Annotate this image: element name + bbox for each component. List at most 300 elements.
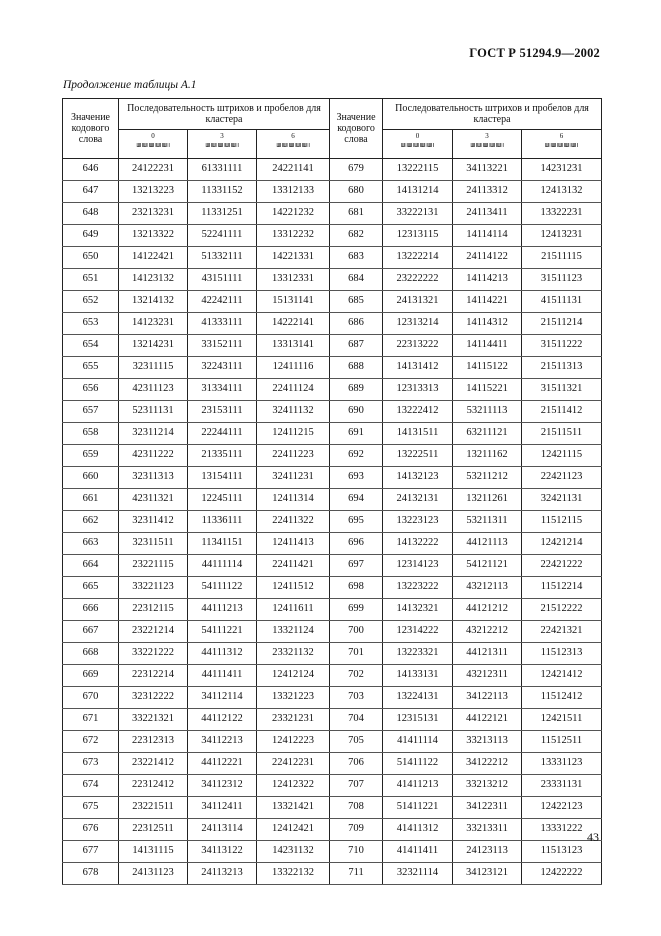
table-row bbox=[63, 291, 602, 313]
cluster-3-sequence: 44111312 bbox=[188, 643, 257, 665]
codeword-value: 652 bbox=[63, 291, 119, 313]
cluster-0-sequence: 14131115 bbox=[119, 841, 188, 863]
cluster-0-sequence: 24122231 bbox=[119, 159, 188, 181]
table-row bbox=[63, 775, 602, 797]
cluster-6-sequence: 32411231 bbox=[257, 467, 330, 489]
cluster-0-sequence: 13213322 bbox=[119, 225, 188, 247]
cluster-3-sequence: 14114213 bbox=[453, 269, 522, 291]
cluster-0-sequence: 41411312 bbox=[383, 819, 453, 841]
cluster-3-sequence: 63211121 bbox=[453, 423, 522, 445]
codeword-value: 694 bbox=[330, 489, 383, 511]
sequence-header-right: Последовательность штрихов и пробелов для кластера bbox=[383, 99, 602, 130]
cluster-0-sequence: 13222214 bbox=[383, 247, 453, 269]
codeword-value: 648 bbox=[63, 203, 119, 225]
cluster-0-sequence: 13222115 bbox=[383, 159, 453, 181]
cluster-6-sequence: 23321231 bbox=[257, 709, 330, 731]
cluster-3-sequence: 43151111 bbox=[188, 269, 257, 291]
cluster-0-sequence: 12314222 bbox=[383, 621, 453, 643]
bar-space-pattern: ШПШПШПШПШП bbox=[136, 143, 170, 149]
cluster-3-sequence: 31334111 bbox=[188, 379, 257, 401]
cluster-3-sequence: 14114114 bbox=[453, 225, 522, 247]
cluster-0-sequence: 32321114 bbox=[383, 863, 453, 885]
cluster-6-header-left bbox=[257, 130, 330, 159]
cluster-0-sequence: 42311123 bbox=[119, 379, 188, 401]
table-row bbox=[63, 533, 602, 555]
cluster-0-sequence: 13224131 bbox=[383, 687, 453, 709]
cluster-3-sequence: 33152111 bbox=[188, 335, 257, 357]
cluster-3-sequence: 24123113 bbox=[453, 841, 522, 863]
cluster-0-sequence: 14131214 bbox=[383, 181, 453, 203]
codeword-value: 697 bbox=[330, 555, 383, 577]
cluster-3-sequence: 22244111 bbox=[188, 423, 257, 445]
cluster-6-sequence: 13322132 bbox=[257, 863, 330, 885]
table-row bbox=[63, 313, 602, 335]
codeword-value: 700 bbox=[330, 621, 383, 643]
bar-space-pattern: ШПШПШПШПШП bbox=[544, 143, 579, 149]
cluster-6-sequence: 14222141 bbox=[257, 313, 330, 335]
cluster-6-sequence: 21511313 bbox=[522, 357, 602, 379]
sequence-header-left: Последовательность штрихов и пробелов для кластера bbox=[119, 99, 330, 130]
cluster-0-sequence: 23221214 bbox=[119, 621, 188, 643]
codeword-value: 710 bbox=[330, 841, 383, 863]
codeword-table bbox=[62, 98, 602, 885]
cluster-3-sequence: 34112213 bbox=[188, 731, 257, 753]
cluster-6-sequence: 22411322 bbox=[257, 511, 330, 533]
cluster-6-sequence: 21511511 bbox=[522, 423, 602, 445]
codeword-value: 702 bbox=[330, 665, 383, 687]
codeword-value: 689 bbox=[330, 379, 383, 401]
cluster-3-sequence: 13211261 bbox=[453, 489, 522, 511]
codeword-value: 679 bbox=[330, 159, 383, 181]
codeword-value: 687 bbox=[330, 335, 383, 357]
codeword-value: 705 bbox=[330, 731, 383, 753]
cluster-6-sequence: 12411116 bbox=[257, 357, 330, 379]
cluster-3-sequence: 33213212 bbox=[453, 775, 522, 797]
cluster-3-sequence: 44111114 bbox=[188, 555, 257, 577]
cluster-0-sequence: 13222511 bbox=[383, 445, 453, 467]
cluster-3-sequence: 34112411 bbox=[188, 797, 257, 819]
table-row bbox=[63, 687, 602, 709]
cluster-3-sequence: 14115221 bbox=[453, 379, 522, 401]
cluster-6-sequence: 31511123 bbox=[522, 269, 602, 291]
codeword-value: 655 bbox=[63, 357, 119, 379]
bar-space-pattern: ШПШПШПШПШП bbox=[276, 143, 310, 149]
codeword-value: 661 bbox=[63, 489, 119, 511]
table-row bbox=[63, 445, 602, 467]
codeword-value: 688 bbox=[330, 357, 383, 379]
cluster-3-sequence: 53211113 bbox=[453, 401, 522, 423]
cluster-3-sequence: 43212212 bbox=[453, 621, 522, 643]
cluster-0-sequence: 52311131 bbox=[119, 401, 188, 423]
cluster-6-sequence: 32421131 bbox=[522, 489, 602, 511]
cluster-0-sequence: 32311313 bbox=[119, 467, 188, 489]
cluster-3-sequence: 44111213 bbox=[188, 599, 257, 621]
cluster-6-sequence: 13313141 bbox=[257, 335, 330, 357]
cluster-0-sequence: 24131321 bbox=[383, 291, 453, 313]
cluster-6-sequence: 11512214 bbox=[522, 577, 602, 599]
table-row bbox=[63, 555, 602, 577]
table-row bbox=[63, 181, 602, 203]
cluster-6-sequence: 22411421 bbox=[257, 555, 330, 577]
codeword-value: 657 bbox=[63, 401, 119, 423]
cluster-6-sequence: 13321124 bbox=[257, 621, 330, 643]
cluster-6-sequence: 12412322 bbox=[257, 775, 330, 797]
table-row bbox=[63, 203, 602, 225]
cluster-0-sequence: 13214132 bbox=[119, 291, 188, 313]
cluster-3-sequence: 24113213 bbox=[188, 863, 257, 885]
cluster-0-sequence: 22312115 bbox=[119, 599, 188, 621]
codeword-value: 665 bbox=[63, 577, 119, 599]
table-row bbox=[63, 269, 602, 291]
cluster-3-sequence: 24113411 bbox=[453, 203, 522, 225]
cluster-0-sequence: 12314123 bbox=[383, 555, 453, 577]
cluster-6-sequence: 12411611 bbox=[257, 599, 330, 621]
cluster-6-sequence: 21511412 bbox=[522, 401, 602, 423]
codeword-value: 670 bbox=[63, 687, 119, 709]
codeword-value: 711 bbox=[330, 863, 383, 885]
cluster-6-sequence: 14221232 bbox=[257, 203, 330, 225]
cluster-6-sequence: 22421222 bbox=[522, 555, 602, 577]
cluster-3-sequence: 34112312 bbox=[188, 775, 257, 797]
cluster-0-sequence: 14133131 bbox=[383, 665, 453, 687]
codeword-value: 675 bbox=[63, 797, 119, 819]
table-row bbox=[63, 863, 602, 885]
cluster-3-sequence: 13154111 bbox=[188, 467, 257, 489]
codeword-value: 681 bbox=[330, 203, 383, 225]
cluster-3-sequence: 33213311 bbox=[453, 819, 522, 841]
cluster-6-sequence: 14231231 bbox=[522, 159, 602, 181]
codeword-value: 668 bbox=[63, 643, 119, 665]
cluster-number: 3 bbox=[485, 132, 489, 140]
cluster-6-sequence: 13312133 bbox=[257, 181, 330, 203]
cluster-0-sequence: 14122421 bbox=[119, 247, 188, 269]
cluster-6-sequence: 22411223 bbox=[257, 445, 330, 467]
bar-space-pattern: ШПШПШПШПШП bbox=[205, 143, 239, 149]
cluster-number: 3 bbox=[220, 132, 224, 140]
cluster-0-sequence: 14132222 bbox=[383, 533, 453, 555]
cluster-3-sequence: 44122121 bbox=[453, 709, 522, 731]
cluster-6-sequence: 21512222 bbox=[522, 599, 602, 621]
codeword-value: 676 bbox=[63, 819, 119, 841]
cluster-3-sequence: 53211212 bbox=[453, 467, 522, 489]
codeword-value: 706 bbox=[330, 753, 383, 775]
cluster-6-sequence: 13312232 bbox=[257, 225, 330, 247]
cluster-3-sequence: 44121212 bbox=[453, 599, 522, 621]
cluster-6-sequence: 21511214 bbox=[522, 313, 602, 335]
codeword-value: 680 bbox=[330, 181, 383, 203]
cluster-0-sequence: 51411221 bbox=[383, 797, 453, 819]
cluster-0-sequence: 13213223 bbox=[119, 181, 188, 203]
cluster-3-sequence: 54111122 bbox=[188, 577, 257, 599]
cluster-3-sequence: 14114411 bbox=[453, 335, 522, 357]
cluster-3-sequence: 24113114 bbox=[188, 819, 257, 841]
cluster-0-sequence: 12313313 bbox=[383, 379, 453, 401]
cluster-6-sequence: 22421321 bbox=[522, 621, 602, 643]
cluster-3-sequence: 44121113 bbox=[453, 533, 522, 555]
cluster-6-sequence: 12411215 bbox=[257, 423, 330, 445]
cluster-6-sequence: 12422123 bbox=[522, 797, 602, 819]
table-row bbox=[63, 709, 602, 731]
codeword-value: 709 bbox=[330, 819, 383, 841]
codeword-value: 704 bbox=[330, 709, 383, 731]
cluster-0-sequence: 32311511 bbox=[119, 533, 188, 555]
cluster-6-sequence: 22411124 bbox=[257, 379, 330, 401]
cluster-6-sequence: 12422222 bbox=[522, 863, 602, 885]
cluster-3-sequence: 23153111 bbox=[188, 401, 257, 423]
codeword-value: 660 bbox=[63, 467, 119, 489]
cluster-0-sequence: 23221511 bbox=[119, 797, 188, 819]
cluster-6-sequence: 24221141 bbox=[257, 159, 330, 181]
codeword-value: 659 bbox=[63, 445, 119, 467]
codeword-value: 690 bbox=[330, 401, 383, 423]
cluster-0-sequence: 12315131 bbox=[383, 709, 453, 731]
cluster-0-sequence: 33221222 bbox=[119, 643, 188, 665]
cluster-0-sequence: 51411122 bbox=[383, 753, 453, 775]
cluster-6-sequence: 12411512 bbox=[257, 577, 330, 599]
codeword-value: 656 bbox=[63, 379, 119, 401]
cluster-6-sequence: 12421214 bbox=[522, 533, 602, 555]
cluster-6-sequence: 32411132 bbox=[257, 401, 330, 423]
cluster-0-sequence: 12313115 bbox=[383, 225, 453, 247]
cluster-6-sequence: 12412223 bbox=[257, 731, 330, 753]
cluster-6-sequence: 13321421 bbox=[257, 797, 330, 819]
table-row bbox=[63, 225, 602, 247]
table-row bbox=[63, 511, 602, 533]
cluster-3-sequence: 43212311 bbox=[453, 665, 522, 687]
cluster-3-sequence: 11336111 bbox=[188, 511, 257, 533]
cluster-3-sequence: 14114312 bbox=[453, 313, 522, 335]
codeword-value: 662 bbox=[63, 511, 119, 533]
bar-space-pattern: ШПШПШПШПШП bbox=[400, 143, 435, 149]
cluster-0-sequence: 13214231 bbox=[119, 335, 188, 357]
cluster-6-sequence: 23321132 bbox=[257, 643, 330, 665]
cluster-3-sequence: 11341151 bbox=[188, 533, 257, 555]
codeword-value: 663 bbox=[63, 533, 119, 555]
table-row bbox=[63, 467, 602, 489]
cluster-3-sequence: 44121311 bbox=[453, 643, 522, 665]
codeword-value: 707 bbox=[330, 775, 383, 797]
page-number: 43 bbox=[587, 830, 599, 844]
codeword-value: 677 bbox=[63, 841, 119, 863]
table-row bbox=[63, 247, 602, 269]
table-caption: Продолжение таблицы А.1 bbox=[63, 79, 197, 91]
cluster-6-sequence: 15131141 bbox=[257, 291, 330, 313]
cluster-6-sequence: 31511321 bbox=[522, 379, 602, 401]
cluster-6-sequence: 12413132 bbox=[522, 181, 602, 203]
cluster-0-sequence: 32312222 bbox=[119, 687, 188, 709]
table-row bbox=[63, 665, 602, 687]
table-body bbox=[63, 159, 602, 885]
cluster-0-sequence: 22312313 bbox=[119, 731, 188, 753]
cluster-0-sequence: 33221321 bbox=[119, 709, 188, 731]
cluster-3-header-left bbox=[188, 130, 257, 159]
codeword-value: 693 bbox=[330, 467, 383, 489]
cluster-0-sequence: 33221123 bbox=[119, 577, 188, 599]
codeword-value: 667 bbox=[63, 621, 119, 643]
cluster-0-sequence: 13223123 bbox=[383, 511, 453, 533]
cluster-3-sequence: 12245111 bbox=[188, 489, 257, 511]
codeword-value: 695 bbox=[330, 511, 383, 533]
cluster-6-sequence: 12411413 bbox=[257, 533, 330, 555]
table-row bbox=[63, 489, 602, 511]
cluster-3-sequence: 52241111 bbox=[188, 225, 257, 247]
codeword-value: 653 bbox=[63, 313, 119, 335]
cluster-number: 6 bbox=[291, 132, 295, 140]
cluster-6-sequence: 14221331 bbox=[257, 247, 330, 269]
cluster-0-sequence: 41411114 bbox=[383, 731, 453, 753]
cluster-3-sequence: 14115122 bbox=[453, 357, 522, 379]
codeword-value: 674 bbox=[63, 775, 119, 797]
cluster-3-header-right bbox=[453, 130, 522, 159]
cluster-6-sequence: 12421115 bbox=[522, 445, 602, 467]
cluster-3-sequence: 53211311 bbox=[453, 511, 522, 533]
cluster-3-sequence: 24114122 bbox=[453, 247, 522, 269]
table-row bbox=[63, 159, 602, 181]
cluster-number: 0 bbox=[151, 132, 155, 140]
cluster-0-sequence: 42311222 bbox=[119, 445, 188, 467]
cluster-3-sequence: 44112221 bbox=[188, 753, 257, 775]
cluster-0-header-right bbox=[383, 130, 453, 159]
cluster-0-sequence: 14123132 bbox=[119, 269, 188, 291]
table-row bbox=[63, 643, 602, 665]
cluster-0-sequence: 33222131 bbox=[383, 203, 453, 225]
cluster-3-sequence: 44112122 bbox=[188, 709, 257, 731]
cluster-0-sequence: 14132321 bbox=[383, 599, 453, 621]
table-row bbox=[63, 599, 602, 621]
cluster-6-sequence: 12421511 bbox=[522, 709, 602, 731]
cluster-3-sequence: 34123121 bbox=[453, 863, 522, 885]
cluster-6-sequence: 11512511 bbox=[522, 731, 602, 753]
cluster-6-sequence: 13312331 bbox=[257, 269, 330, 291]
codeword-value: 666 bbox=[63, 599, 119, 621]
cluster-0-sequence: 32311115 bbox=[119, 357, 188, 379]
cluster-6-sequence: 22421123 bbox=[522, 467, 602, 489]
cluster-0-sequence: 41411213 bbox=[383, 775, 453, 797]
cluster-6-sequence: 11512313 bbox=[522, 643, 602, 665]
cluster-6-sequence: 13331123 bbox=[522, 753, 602, 775]
cluster-6-sequence: 31511222 bbox=[522, 335, 602, 357]
table-row bbox=[63, 621, 602, 643]
table-row bbox=[63, 841, 602, 863]
cluster-3-sequence: 14114221 bbox=[453, 291, 522, 313]
cluster-0-sequence: 14131511 bbox=[383, 423, 453, 445]
cluster-3-sequence: 54121121 bbox=[453, 555, 522, 577]
cluster-3-sequence: 34113221 bbox=[453, 159, 522, 181]
table-row bbox=[63, 357, 602, 379]
cluster-0-sequence: 22312214 bbox=[119, 665, 188, 687]
cluster-0-sequence: 13223321 bbox=[383, 643, 453, 665]
cluster-0-sequence: 22313222 bbox=[383, 335, 453, 357]
cluster-3-sequence: 11331251 bbox=[188, 203, 257, 225]
cluster-6-sequence: 11513123 bbox=[522, 841, 602, 863]
codeword-value: 708 bbox=[330, 797, 383, 819]
cluster-0-sequence: 12313214 bbox=[383, 313, 453, 335]
table-row bbox=[63, 819, 602, 841]
cluster-0-sequence: 13223222 bbox=[383, 577, 453, 599]
cluster-3-sequence: 32243111 bbox=[188, 357, 257, 379]
cluster-3-sequence: 21335111 bbox=[188, 445, 257, 467]
codeword-value: 682 bbox=[330, 225, 383, 247]
value-column-header-right: Значение кодового слова bbox=[330, 99, 383, 159]
cluster-3-sequence: 34122311 bbox=[453, 797, 522, 819]
cluster-0-sequence: 22312511 bbox=[119, 819, 188, 841]
cluster-3-sequence: 34113122 bbox=[188, 841, 257, 863]
cluster-number: 0 bbox=[415, 132, 420, 140]
cluster-6-sequence: 21511115 bbox=[522, 247, 602, 269]
table-row bbox=[63, 423, 602, 445]
cluster-6-sequence: 12421412 bbox=[522, 665, 602, 687]
cluster-0-header-left bbox=[119, 130, 188, 159]
codeword-value: 678 bbox=[63, 863, 119, 885]
cluster-3-sequence: 34112114 bbox=[188, 687, 257, 709]
cluster-3-sequence: 13211162 bbox=[453, 445, 522, 467]
cluster-3-sequence: 43212113 bbox=[453, 577, 522, 599]
cluster-6-sequence: 13331222 bbox=[522, 819, 602, 841]
table-row bbox=[63, 797, 602, 819]
cluster-0-sequence: 14131412 bbox=[383, 357, 453, 379]
cluster-6-sequence: 12411314 bbox=[257, 489, 330, 511]
codeword-value: 673 bbox=[63, 753, 119, 775]
cluster-0-sequence: 14123231 bbox=[119, 313, 188, 335]
cluster-3-sequence: 51332111 bbox=[188, 247, 257, 269]
table-row bbox=[63, 577, 602, 599]
cluster-3-sequence: 33213113 bbox=[453, 731, 522, 753]
table-row bbox=[63, 401, 602, 423]
cluster-0-sequence: 42311321 bbox=[119, 489, 188, 511]
codeword-value: 651 bbox=[63, 269, 119, 291]
codeword-value: 658 bbox=[63, 423, 119, 445]
cluster-6-sequence: 14231132 bbox=[257, 841, 330, 863]
cluster-3-sequence: 24113312 bbox=[453, 181, 522, 203]
cluster-0-sequence: 23222222 bbox=[383, 269, 453, 291]
cluster-3-sequence: 34122212 bbox=[453, 753, 522, 775]
cluster-0-sequence: 32311214 bbox=[119, 423, 188, 445]
table-row bbox=[63, 753, 602, 775]
cluster-3-sequence: 42242111 bbox=[188, 291, 257, 313]
codeword-value: 701 bbox=[330, 643, 383, 665]
cluster-3-sequence: 41333111 bbox=[188, 313, 257, 335]
cluster-6-sequence: 11512115 bbox=[522, 511, 602, 533]
cluster-6-sequence: 22412231 bbox=[257, 753, 330, 775]
codeword-value: 672 bbox=[63, 731, 119, 753]
codeword-value: 698 bbox=[330, 577, 383, 599]
cluster-3-sequence: 11331152 bbox=[188, 181, 257, 203]
cluster-3-sequence: 54111221 bbox=[188, 621, 257, 643]
codeword-value: 646 bbox=[63, 159, 119, 181]
cluster-0-sequence: 24132131 bbox=[383, 489, 453, 511]
codeword-value: 691 bbox=[330, 423, 383, 445]
cluster-0-sequence: 32311412 bbox=[119, 511, 188, 533]
cluster-0-sequence: 24131123 bbox=[119, 863, 188, 885]
cluster-6-sequence: 12412421 bbox=[257, 819, 330, 841]
cluster-6-sequence: 23331131 bbox=[522, 775, 602, 797]
table-row bbox=[63, 335, 602, 357]
codeword-value: 699 bbox=[330, 599, 383, 621]
cluster-0-sequence: 41411411 bbox=[383, 841, 453, 863]
cluster-0-sequence: 13222412 bbox=[383, 401, 453, 423]
codeword-value: 669 bbox=[63, 665, 119, 687]
cluster-6-sequence: 11512412 bbox=[522, 687, 602, 709]
value-column-header-left: Значение кодового слова bbox=[63, 99, 119, 159]
cluster-0-sequence: 23221115 bbox=[119, 555, 188, 577]
cluster-6-sequence: 13322231 bbox=[522, 203, 602, 225]
codeword-value: 647 bbox=[63, 181, 119, 203]
table-row bbox=[63, 379, 602, 401]
codeword-value: 685 bbox=[330, 291, 383, 313]
cluster-0-sequence: 22312412 bbox=[119, 775, 188, 797]
codeword-value: 692 bbox=[330, 445, 383, 467]
cluster-6-sequence: 12412124 bbox=[257, 665, 330, 687]
